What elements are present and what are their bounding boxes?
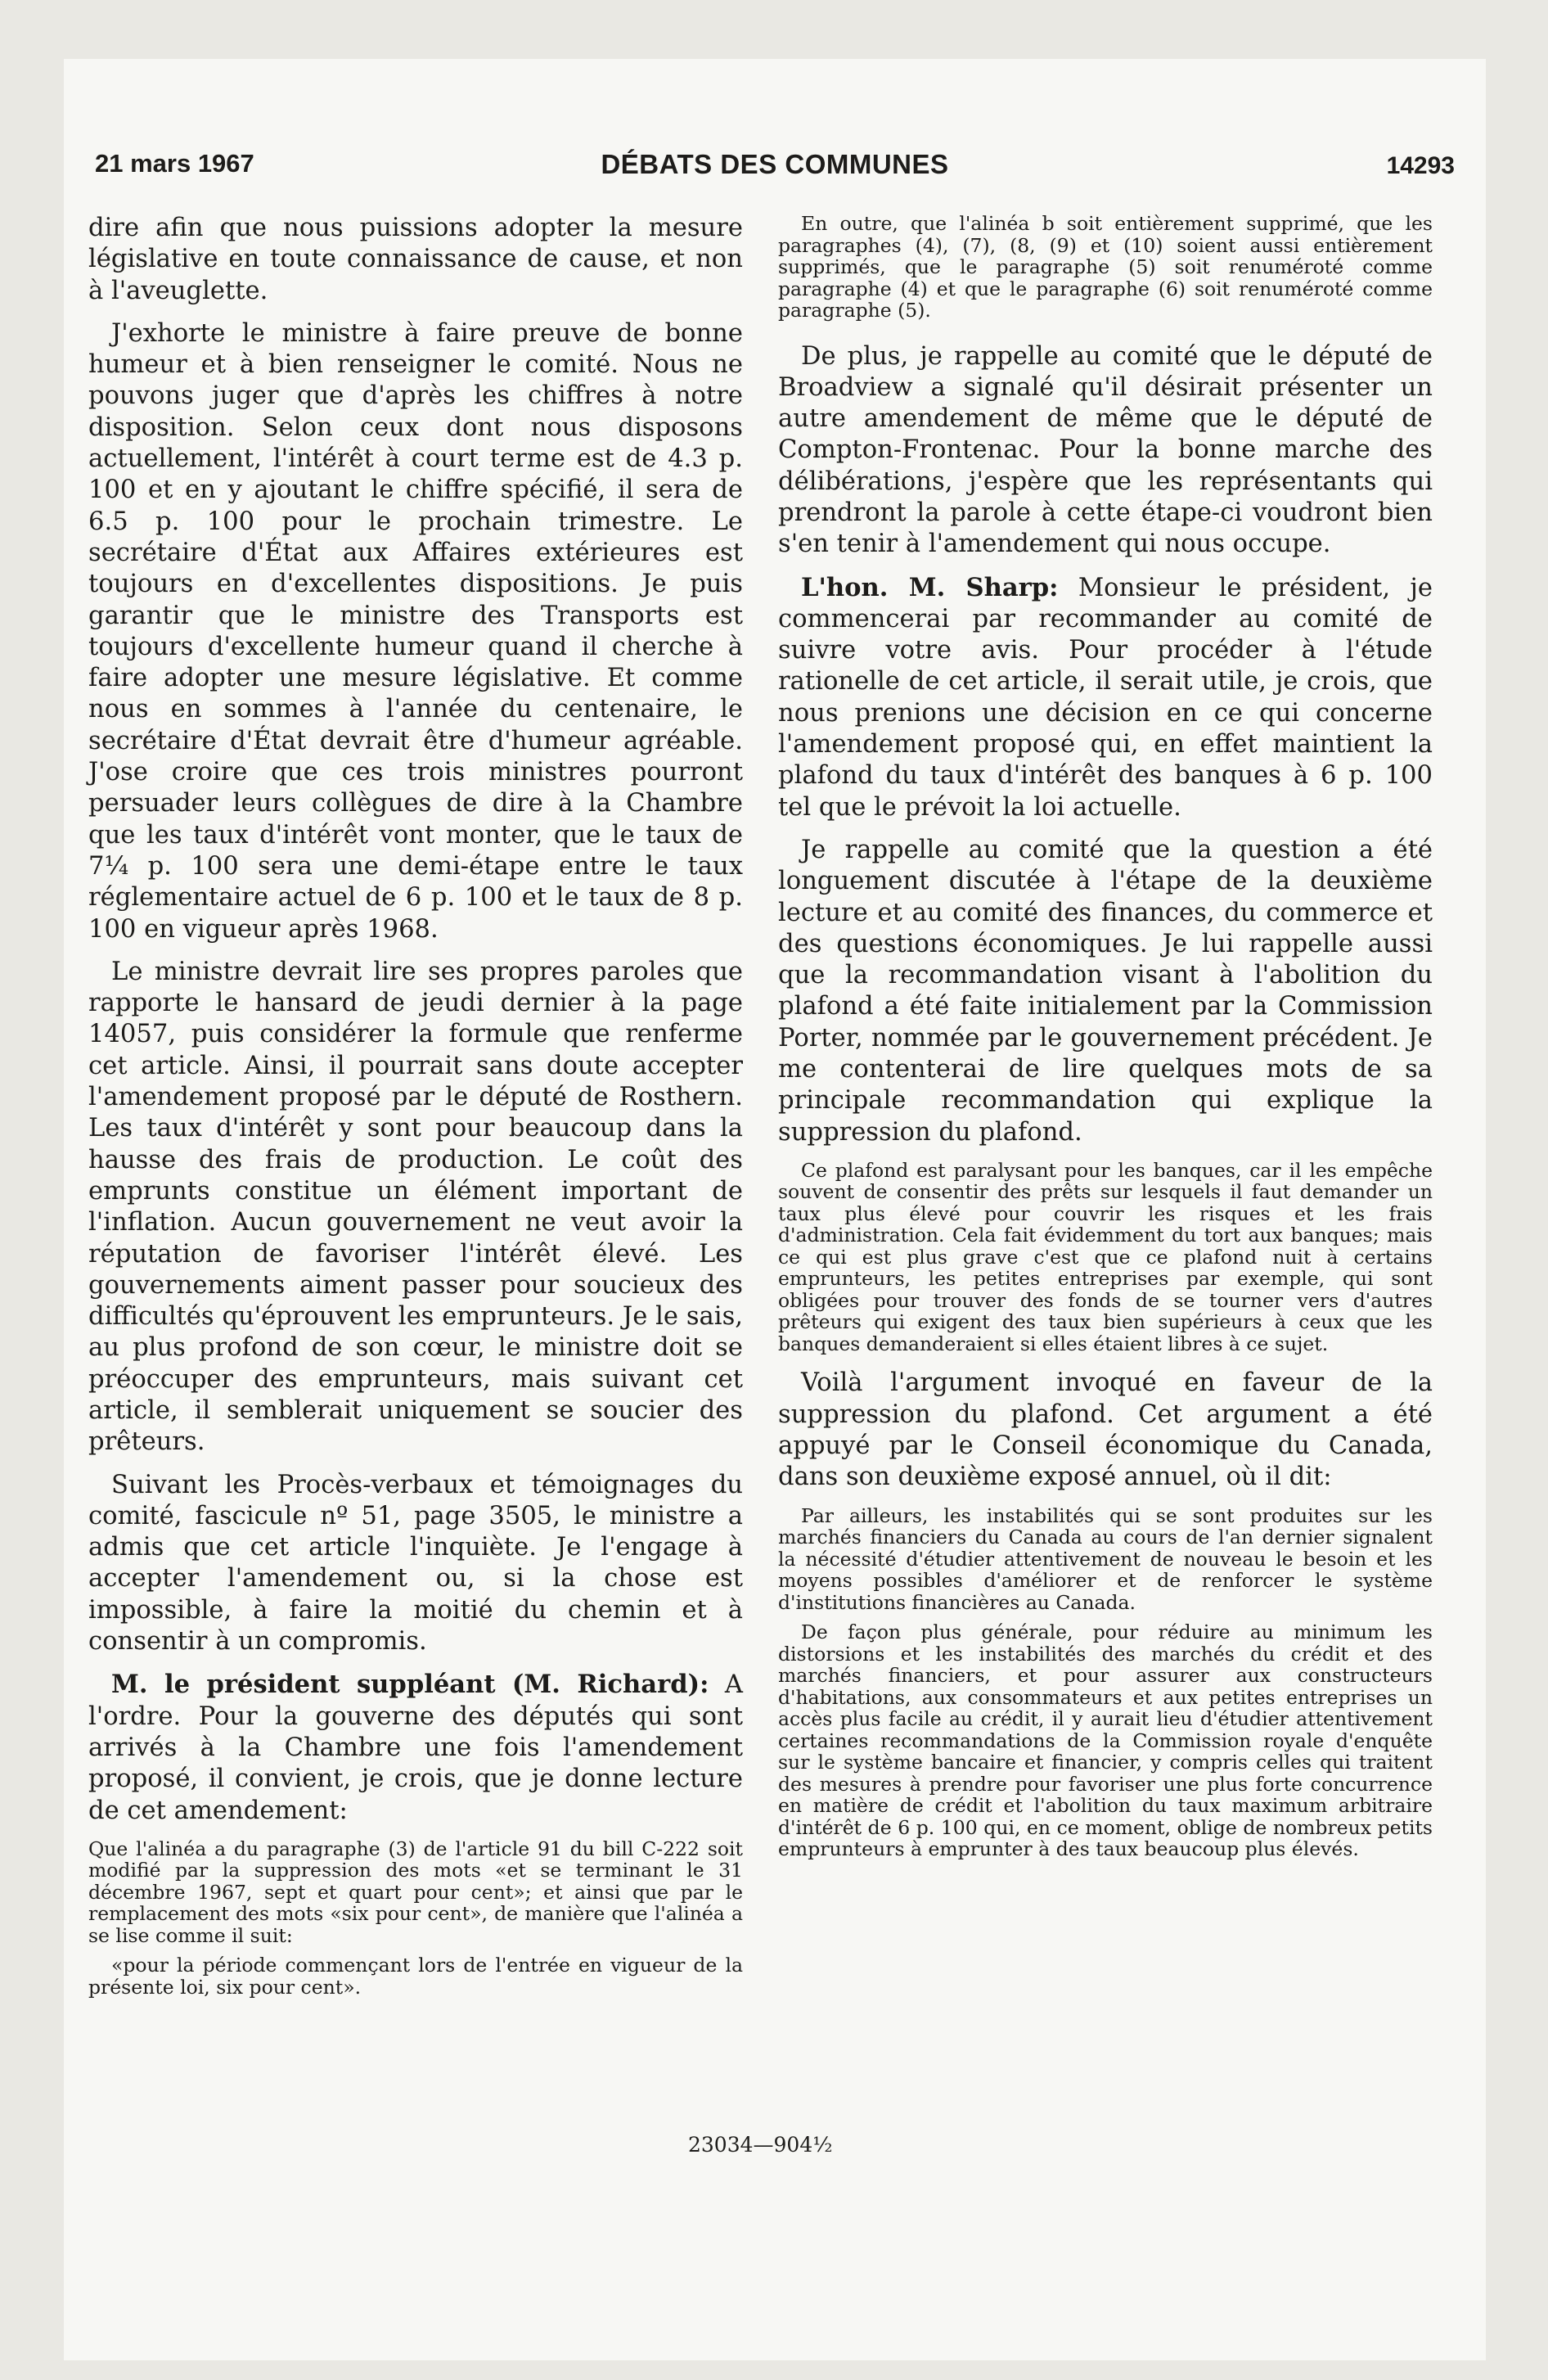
speaker-name: L'hon. M. Sharp:	[801, 572, 1059, 602]
page-header	[95, 149, 1455, 190]
paragraph: Je rappelle au comité que la question a été longuement discutée à l'étape de la deuxième lecture et au comité des finances, du commerce et des questions économiques. Je lui rappelle aussi que la recommandation visant à l'abolition du plafond a été faite initialement par la Commission Porter, nommée par le gouvernement précédent. Je me contenterai de lire quelques mots de sa principale recommandation qui explique la suppression du plafond.	[778, 835, 1433, 1147]
report-quote: De façon plus générale, pour réduire au minimum les distorsions et les instabilités des marchés du crédit et des marchés financiers, et pour assurer aux constructeurs d'habitations, aux consommateurs et aux petites entreprises un accès plus facile au crédit, il y aurait lieu d'étudier attentivement certaines recommandations de la Commission royale d'enquête sur le système bancaire et financier, y compris celles qui traitent des mesures à prendre pour favoriser une plus forte concurrence en matière de crédit et l'abolition du taux maximum arbitraire d'intérêt de 6 p. 100 qui, en ce moment, oblige de nombreux petits emprunteurs à emprunter à des taux beaucoup plus élevés.	[778, 1620, 1433, 1861]
amendment-quote: Que l'alinéa a du paragraphe (3) de l'article 91 du bill C-222 soit modifié par la suppression des mots «et se terminant le 31 décembre 1967, sept et quart pour cent»; et ainsi que par le remplacement des mots «six pour cent», de manière que l'alinéa a se lise comme il suit:	[88, 1837, 743, 1947]
paragraph: J'exhorte le ministre à faire preuve de bonne humeur et à bien renseigner le comité. Nous ne pouvons juger que d'après les chiffres à notre disposition. Selon ceux dont nous disposons actuellement, l'intérêt à court terme est de 4.3 p. 100 et en y ajoutant le chiffre spécifié, il sera de 6.5 p. 100 pour le prochain trimestre. Le secrétaire d'État aux Affaires extérieures est toujours en d'excellentes dispositions. Je puis garantir que le ministre des Transports est toujours d'excellente humeur quand il cherche à faire adopter une mesure législative. Et comme nous en sommes à l'année du centenaire, le secrétaire d'État devrait être d'humeur agréable. J'ose croire que ces trois ministres pourront persuader leurs collègues de dire à la Chambre que les taux d'intérêt vont monter, que le taux de 7¼ p. 100 sera une demi-étape entre le taux réglementaire actuel de 6 p. 100 et le taux de 8 p. 100 en vigueur après 1968.	[88, 318, 743, 944]
document-page	[64, 59, 1486, 2360]
amendment-quote: En outre, que l'alinéa b soit entièrement supprimé, que les paragraphes (4), (7), (8, (9) et (10) soient aussi entièrement supprimés, que le paragraphe (5) soit renuméroté comme paragraphe (4) et que le paragraphe (6) soit renuméroté comme paragraphe (5).	[778, 212, 1433, 322]
header-date: 21 mars 1967	[95, 149, 254, 178]
job-code: 23034—904½	[688, 2133, 833, 2157]
speaker-paragraph	[778, 572, 1433, 823]
paragraph: Voilà l'argument invoqué en faveur de la suppression du plafond. Cet argument a été appuyé par le Conseil économique du Canada, dans son deuxième exposé annuel, où il dit:	[778, 1368, 1433, 1492]
right-column	[778, 213, 1433, 1868]
amendment-quote: «pour la période commençant lors de l'entrée en vigueur de la présente loi, six pour cent».	[88, 1954, 743, 1999]
report-quote: Par ailleurs, les instabilités qui se sont produites sur les marchés financiers du Canada au cours de l'an dernier signalent la nécessité d'étudier attentivement de nouveau le besoin et les moyens possibles d'améliorer et de renforcer le système d'institutions financières au Canada.	[778, 1503, 1433, 1614]
header-page-number: 14293	[1386, 152, 1455, 179]
report-quote: Ce plafond est paralysant pour les banques, car il les empêche souvent de consentir des prêts sur lesquels il faut demander un taux plus élevé pour couvrir les risques et les frais d'administration. Cela fait évidemment du tort aux banques; mais ce qui est plus grave c'est que ce plafond nuit à certains emprunteurs, les petites entreprises par exemple, qui sont obligées pour trouver des fonds de se tourner vers d'autres prêteurs qui exigent des taux bien supérieurs à ceux que les banques demanderaient si elles étaient libres à ce sujet.	[778, 1158, 1433, 1355]
speech-text: Monsieur le président, je commencerai par recommander au comité de suivre votre avis. Pour procéder à l'étude rationelle de cet article, il serait utile, je crois, que nous prenions une décision en ce qui concerne l'amendement proposé qui, en effet maintient la plafond du taux d'intérêt des banques à 6 p. 100 tel que le prévoit la loi actuelle.	[778, 573, 1433, 822]
paragraph: Suivant les Procès-verbaux et témoignages du comité, fascicule nº 51, page 3505, le ministre a admis que cet article l'inquiète. Je l'engage à accepter l'amendement ou, si la chose est impossible, à faire la moitié du chemin et à consentir à un compromis.	[88, 1470, 743, 1657]
speaker-paragraph	[88, 1669, 743, 1826]
header-title: DÉBATS DES COMMUNES	[601, 149, 949, 179]
paragraph: De plus, je rappelle au comité que le député de Broadview a signalé qu'il désirait présenter un autre amendement de même que le député de Compton-Frontenac. Pour la bonne marche des délibérations, j'espère que les représentants qui prendront la parole à cette étape-ci voudront bien s'en tenir à l'amendement qui nous occupe.	[778, 341, 1433, 559]
paragraph: dire afin que nous puissions adopter la mesure législative en toute connaissance de cause, et non à l'aveuglette.	[88, 214, 743, 305]
left-column	[88, 213, 743, 2006]
speaker-name: M. le président suppléant (M. Richard):	[111, 1670, 709, 1700]
paragraph: Le ministre devrait lire ses propres paroles que rapporte le hansard de jeudi dernier à la page 14057, puis considérer la formule que renferme cet article. Ainsi, il pourrait sans doute accepter l'amendement proposé par le député de Rosthern. Les taux d'intérêt y sont pour beaucoup dans la hausse des frais de production. Le coût des emprunts constitue un élément important de l'inflation. Aucun gouvernement ne veut avoir la réputation de favoriser l'intérêt élevé. Les gouvernements aiment passer pour soucieux des difficultés qu'éprouvent les emprunteurs. Je le sais, au plus profond de son cœur, le ministre doit se préoccuper des emprunteurs, mais suivant cet article, il semblerait uniquement se soucier des prêteurs.	[88, 957, 743, 1457]
speech-text: A l'ordre. Pour la gouverne des députés qui sont arrivés à la Chambre une fois l'amendement proposé, il convient, je crois, que je donne lecture de cet amendement:	[88, 1670, 743, 1825]
